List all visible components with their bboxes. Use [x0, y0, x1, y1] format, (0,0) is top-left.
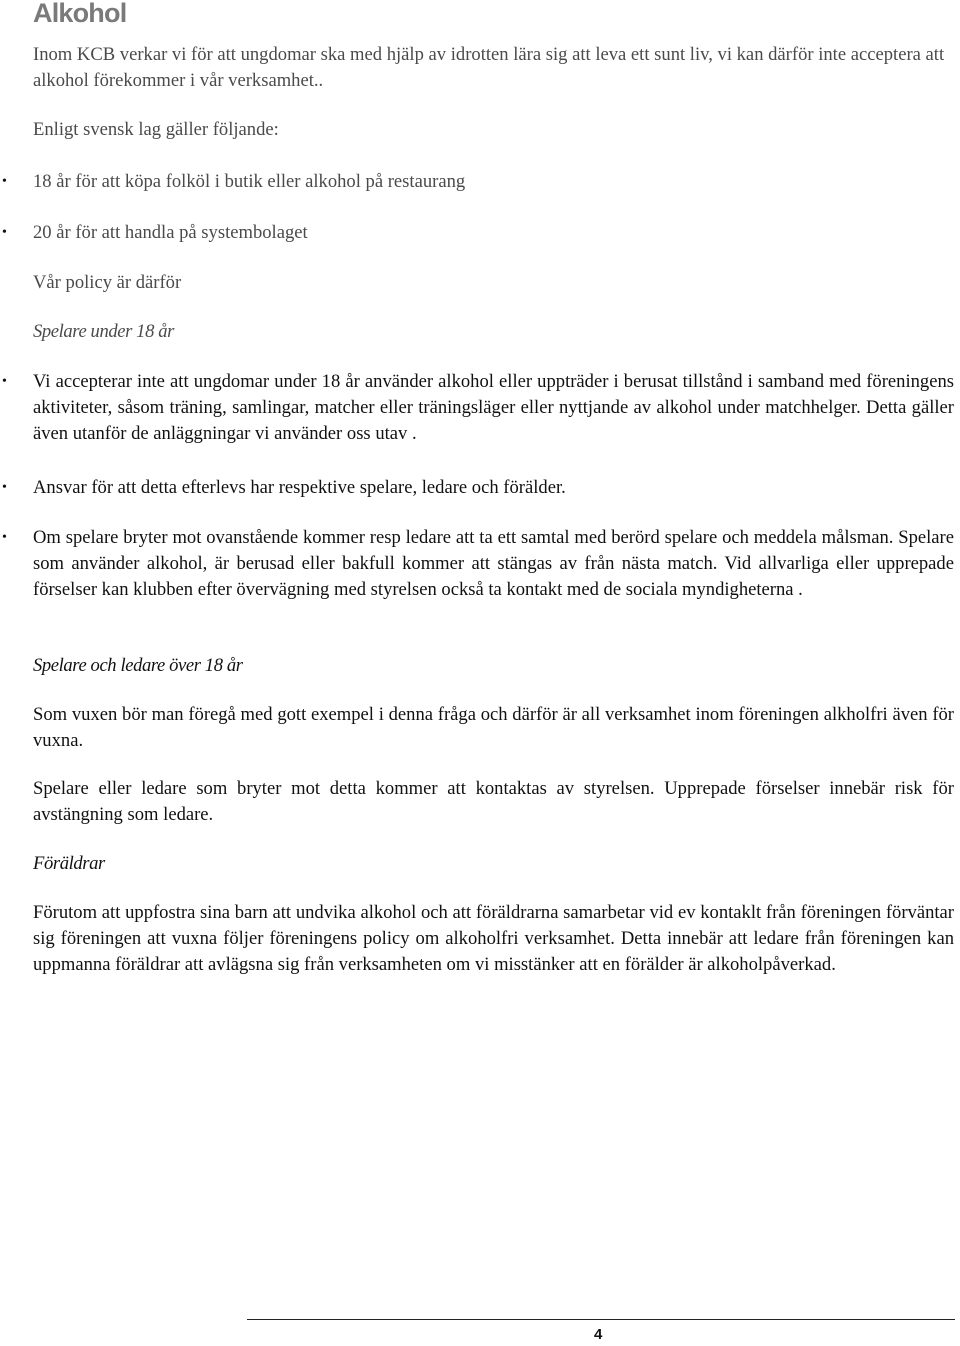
bullet-icon: • — [2, 225, 7, 240]
parents-paragraph: Förutom att uppfostra sina barn att undvika alkohol och att föräldrarna samarbetar vid ev kontaklt från föreningen förväntar sig föreningen att vuxna följer föreningens policy om alkoholfri verksamhet. Detta innebär att ledare från föreningen kan uppmanna föräldrar att avlägsna sig från verksamheten om vi misstänker att en förälder är alkoholpåverkad. — [33, 902, 954, 975]
bullet-icon: • — [2, 174, 7, 189]
policy-intro: Vår policy är därför — [33, 272, 182, 293]
over-18-paragraph: Som vuxen bör man föregå med gott exempel i denna fråga och därför är all verksamhet inom föreningen alkholfri även för vuxna. — [33, 704, 954, 751]
law-heading: Enligt svensk lag gäller följande: — [33, 119, 279, 140]
over-18-paragraph: Spelare eller ledare som bryter mot detta kommer att kontaktas av styrelsen. Upprepade förselser innebär risk för avstängning som ledare. — [33, 778, 954, 825]
bullet-icon: • — [2, 530, 7, 545]
section-heading-parents: Föräldrar — [33, 853, 105, 874]
rule-item: Om spelare bryter mot ovanstående kommer resp ledare att ta ett samtal med berörd spelare och meddela målsman. Spelare som använder alkohol, är berusad eller bakfull kommer att stängas av från nästa match. Vid allvarliga eller upprepade förselser kan klubben efter övervägning med styrelsen också ta kontakt med de sociala myndigheterna . — [33, 527, 954, 600]
document-title: Alkohol — [33, 0, 127, 28]
bullet-icon: • — [2, 374, 7, 389]
rule-item: Vi accepterar inte att ungdomar under 18 år använder alkohol eller uppträder i berusat tillstånd i samband med föreningens aktiviteter, såsom träning, samlingar, matcher eller träningsläger eller nyttjande av alkohol under matchhelger. Detta gäller även utanför de anläggningar vi använder oss utav . — [33, 371, 954, 444]
section-heading-under-18: Spelare under 18 år — [33, 321, 174, 342]
section-heading-over-18: Spelare och ledare över 18 år — [33, 655, 243, 676]
bullet-icon: • — [2, 480, 7, 495]
intro-paragraph: Inom KCB verkar vi för att ungdomar ska med hjälp av idrotten lära sig att leva ett sunt liv, vi kan därför inte acceptera att alkohol förekommer i vår verksamhet.. — [33, 44, 945, 91]
law-item: 18 år för att köpa folköl i butik eller alkohol på restaurang — [33, 171, 466, 192]
rule-item: Ansvar för att detta efterlevs har respektive spelare, ledare och förälder. — [33, 477, 566, 498]
page-number: 4 — [594, 1326, 603, 1343]
footer-divider — [247, 1319, 955, 1320]
law-item: 20 år för att handla på systembolaget — [33, 222, 308, 243]
